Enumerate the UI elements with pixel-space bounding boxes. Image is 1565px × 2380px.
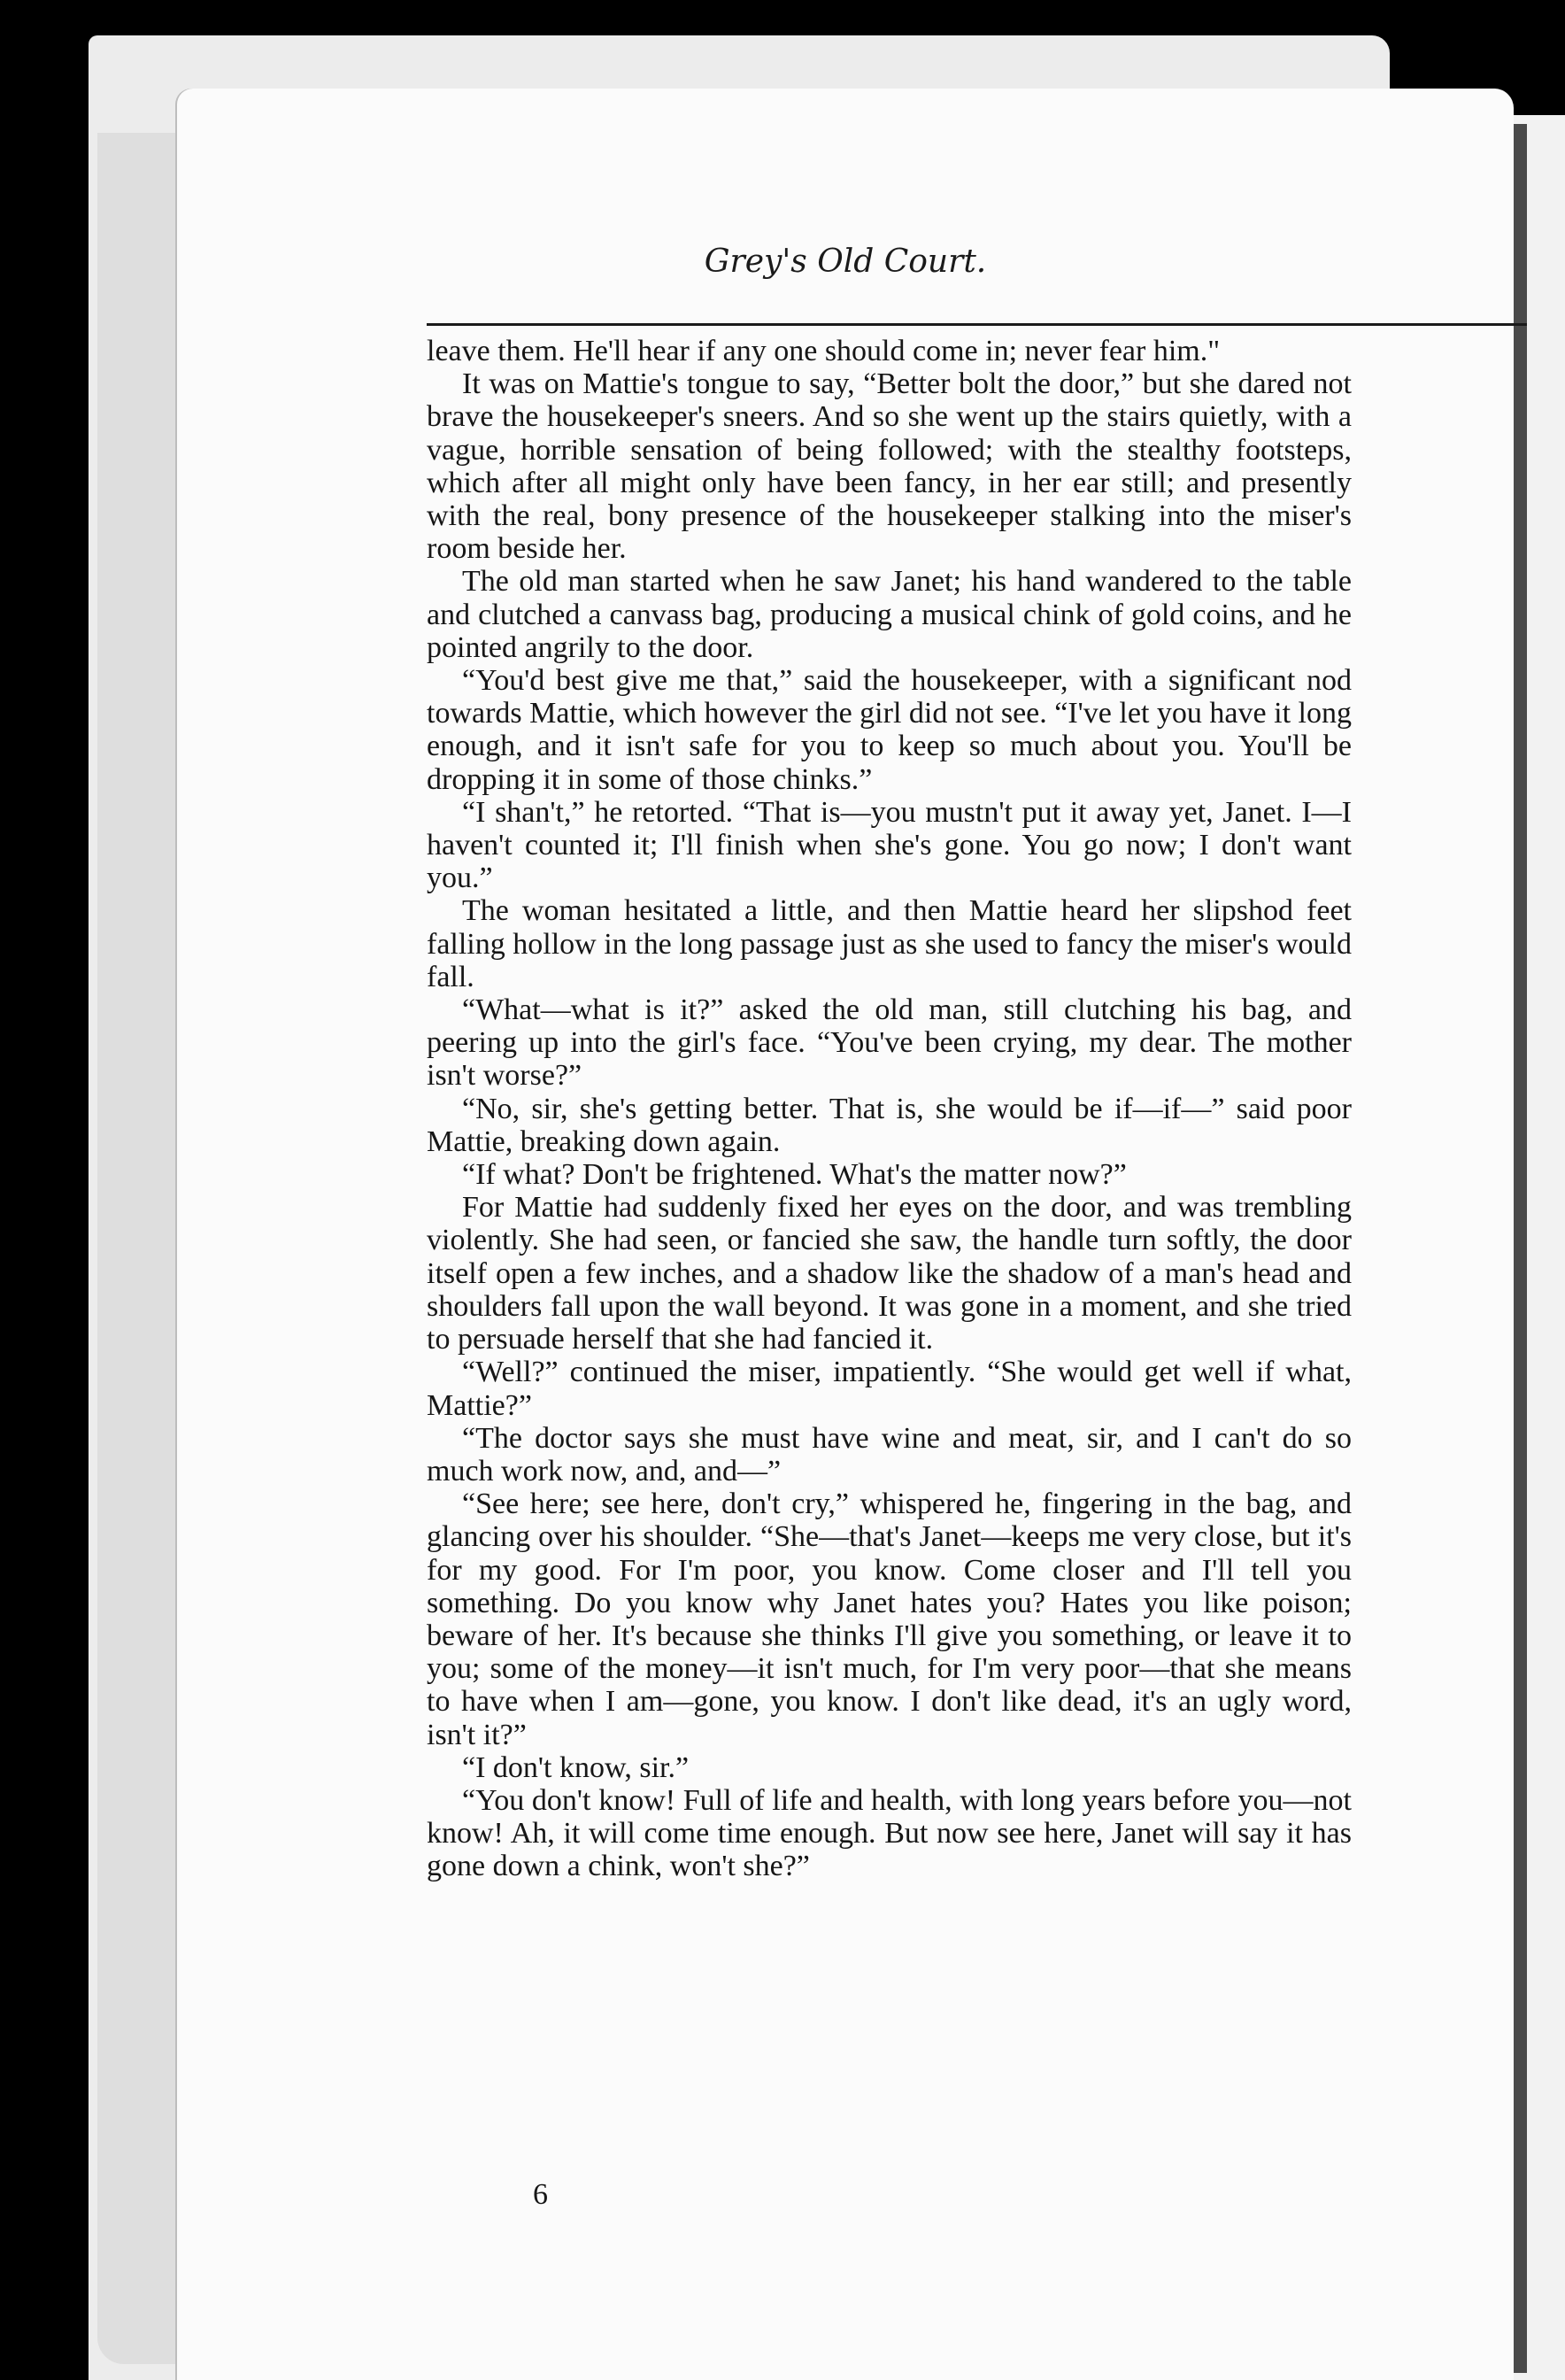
paragraph: “No, sir, she's getting better. That is, she would be if—if—” said poor Mattie, breaking down again.	[427, 1092, 1352, 1158]
paragraph: leave them. He'll hear if any one should come in; never fear him."	[427, 335, 1221, 367]
paragraph: It was on Mattie's tongue to say, “Better bolt the door,” but she dared not brave the housekeeper's sneers. And so she went up the stairs quietly, with a vague, horrible sensation of being followed; with the stealthy footsteps, which after all might only have been fancy, in her ear still; and presently with the real, bony presence of the housekeeper stalking into the miser's room beside her.	[427, 367, 1352, 566]
page-number: 6	[533, 2178, 548, 2211]
paragraph: The woman hesitated a little, and then Mattie heard her slipshod feet falling hollow in the long passage just as she used to fancy the miser's would fall.	[427, 894, 1352, 993]
paragraph: “If what? Don't be frightened. What's the matter now?”	[462, 1158, 1127, 1192]
paragraph: “Well?” continued the miser, impatiently. “She would get well if what, Mattie?”	[427, 1356, 1352, 1422]
paragraph: “You don't know! Full of life and health, with long years before you—not know! Ah, it will come time enough. But now see here, Janet will say it has gone down a chink, won't she?”	[427, 1783, 1352, 1883]
paragraph: “I don't know, sir.”	[462, 1750, 690, 1784]
paragraph: The old man started when he saw Janet; his hand wandered to the table and clutched a canvass bag, producing a musical chink of gold coins, and he pointed angrily to the door.	[427, 565, 1352, 664]
paragraph: “The doctor says she must have wine and meat, sir, and I can't do so much work now, and, and—”	[427, 1421, 1352, 1488]
running-head: Grey's Old Court.	[704, 243, 987, 280]
paragraph: “I shan't,” he retorted. “That is—you mustn't put it away yet, Janet. I—I haven't counted it; I'll finish when she's gone. You go now; I don't want you.”	[427, 795, 1352, 895]
paragraph: “See here; see here, don't cry,” whispered he, fingering in the bag, and glancing over his shoulder. “She—that's Janet—keeps me very close, but it's for my good. For I'm poor, you know. Come closer and I'll tell you something. Do you know why Janet hates you? Hates you like poison; beware of her. It's because she thinks I'll give you something, or leave it to you; some of the money—it isn't much, for I'm very poor—that she means to have when I am—gone, you know. I don't like dead, it's an ugly word, isn't it?”	[427, 1488, 1352, 1751]
paragraph: For Mattie had suddenly fixed her eyes on the door, and was trembling violently. She had seen, or fancied she saw, the handle turn softly, the door itself open a few inches, and a shadow like the shadow of a man's head and shoulders fall upon the wall beyond. It was gone in a moment, and she tried to persuade herself that she had fancied it.	[427, 1191, 1352, 1356]
paragraph: “You'd best give me that,” said the housekeeper, with a significant nod towards Mattie, which however the girl did not see. “I've let you have it long enough, and it isn't safe for you to keep so much about you. You'll be dropping it in some of those chinks.”	[427, 664, 1352, 796]
paragraph: “What—what is it?” asked the old man, still clutching his bag, and peering up into the girl's face. “You've been crying, my dear. The mother isn't worse?”	[427, 993, 1352, 1093]
header-rule	[427, 323, 1527, 326]
body-text	[427, 335, 1352, 1883]
